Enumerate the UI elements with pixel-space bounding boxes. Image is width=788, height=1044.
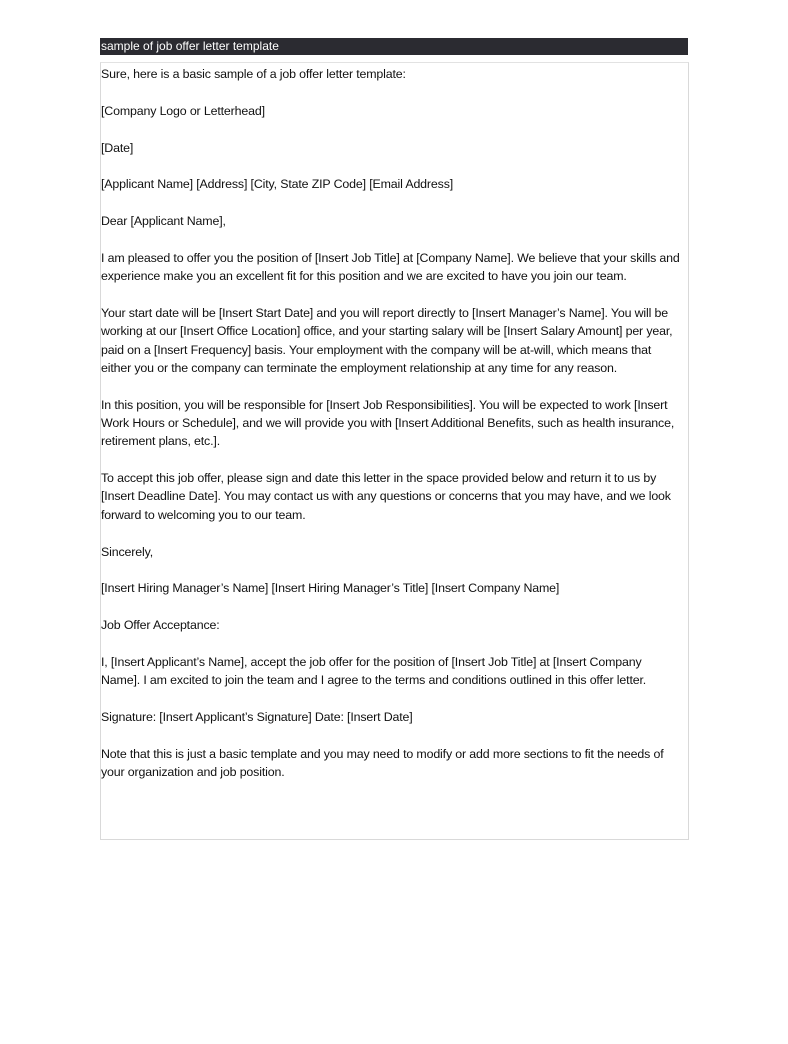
terms-paragraph: Your start date will be [Insert Start Date] and you will report directly to [Insert Manager’s Name]. You will be working at our [Insert Office Location] office, and your starting salary will be [Insert Salary Amount] per year, paid on a [Insert Frequency] basis. Your employment with the company will be at-will, which means that either you or the company can terminate the employment relationship at any time for any reason. <box>101 306 673 375</box>
acceptance-statement: I, [Insert Applicant’s Name], accept the job offer for the position of [Insert Job Title] at [Insert Company Name]. I am excited to join the team and I agree to the terms and conditions outlined in this offer letter. <box>101 654 647 688</box>
salutation: Dear [Applicant Name], <box>101 214 226 229</box>
responsibilities-paragraph: In this position, you will be responsible for [Insert Job Responsibilities]. You will be expected to work [Insert Work Hours or Schedule], and we will provide you with [Insert Additional Benefits, such as health insurance, retirement plans, etc.]. <box>101 397 675 449</box>
offer-paragraph: I am pleased to offer you the position of [Insert Job Title] at [Company Name]. We believe that your skills and experience make you an excellent fit for this position and we are excited to have you join our team. <box>101 250 680 284</box>
applicant-signature-line: Signature: [Insert Applicant’s Signature] Date: [Insert Date] <box>101 710 413 725</box>
letter-body <box>100 62 689 840</box>
date-placeholder: [Date] <box>101 140 134 155</box>
letterhead-placeholder: [Company Logo or Letterhead] <box>101 103 265 118</box>
closing-note: Note that this is just a basic template and you may need to modify or add more sections to fit the needs of your organization and job position. <box>101 746 664 780</box>
closing: Sincerely, <box>101 544 153 559</box>
signature-block: [Insert Hiring Manager’s Name] [Insert Hiring Manager’s Title] [Insert Company Name] <box>101 581 560 596</box>
acceptance-heading: Job Offer Acceptance: <box>101 618 220 633</box>
applicant-address-block: [Applicant Name] [Address] [City, State ZIP Code] [Email Address] <box>101 177 454 192</box>
document-title-bar: sample of job offer letter template <box>100 38 688 55</box>
intro-paragraph: Sure, here is a basic sample of a job offer letter template: <box>101 67 406 81</box>
acceptance-instructions-paragraph: To accept this job offer, please sign and date this letter in the space provided below and return it to us by [Insert Deadline Date]. You may contact us with any questions or concerns that you may have, and we look forward to welcoming you to our team. <box>101 471 671 522</box>
